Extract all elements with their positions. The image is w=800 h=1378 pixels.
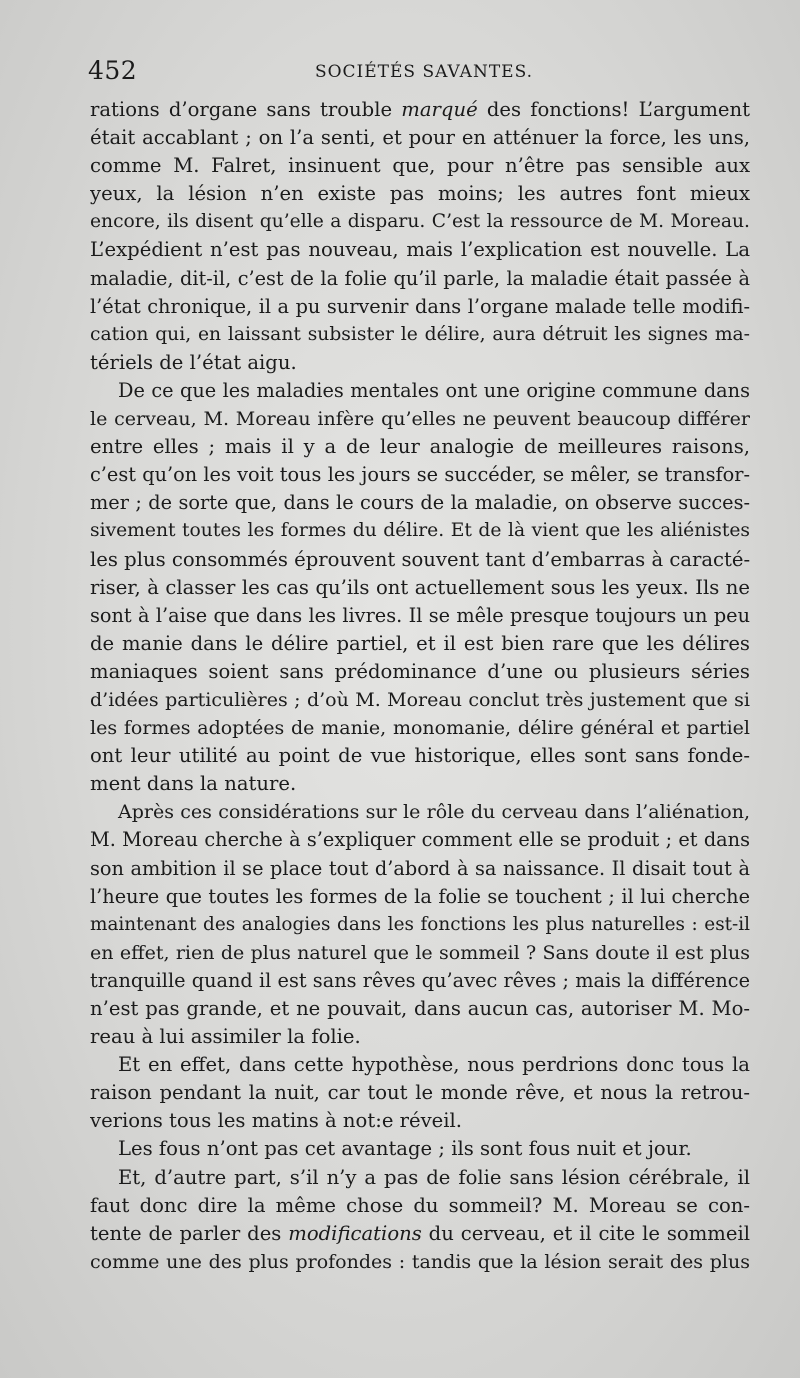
text-line: d’idées particulières ; d’où M. Moreau conclut très justement que si (90, 688, 750, 711)
text-line: mer ; de sorte que, dans le cours de la maladie, on observe succes- (90, 491, 750, 515)
text-line: raison pendant la nuit, car tout le monde rêve, et nous la retrou- (90, 1081, 750, 1105)
text-line: entre elles ; mais il y a de leur analogie de meilleures raisons, (90, 435, 750, 459)
text-line: était accablant ; on l’a senti, et pour en atténuer la force, les uns, (90, 126, 750, 150)
text-line: M. Moreau cherche à s’expliquer comment elle se produit ; et dans (90, 828, 750, 852)
text-line: riser, à classer les cas qu’ils ont actuellement sous les yeux. Ils ne (90, 575, 750, 599)
text-line: tente de parler des modifications du cerveau, et il cite le sommeil (90, 1221, 750, 1245)
text-line: De ce que les maladies mentales ont une origine commune dans (118, 378, 750, 402)
page-header (88, 56, 750, 90)
text-line: comme une des plus profondes : tandis que la lésion serait des plus (90, 1250, 750, 1273)
italic-word: marqué (401, 98, 478, 121)
text-line: yeux, la lésion n’en existe pas moins; les autres font mieux (90, 182, 750, 206)
page-number: 452 (88, 56, 138, 85)
text-line: reau à lui assimiler la folie. (90, 1025, 361, 1049)
text-line: tranquille quand il est sans rêves qu’avec rêves ; mais la différence (90, 968, 750, 992)
text-line: tériels de l’état aigu. (90, 350, 297, 374)
text-line: les plus consommés éprouvent souvent tant d’embarras à caracté- (90, 547, 750, 571)
text-line: en effet, rien de plus naturel que le sommeil ? Sans doute il est plus (90, 941, 750, 964)
text-line: L’expédient n’est pas nouveau, mais l’explication est nouvelle. La (90, 238, 750, 262)
text-line: les formes adoptées de manie, monomanie, délire général et partiel (90, 717, 750, 740)
text-line: maladie, dit-il, c’est de la folie qu’il parle, la maladie était passée à (90, 266, 750, 290)
text-line: ment dans la nature. (90, 772, 297, 796)
text-line: Et en effet, dans cette hypothèse, nous perdrions donc tous la (118, 1053, 750, 1077)
text-line: comme M. Falret, insinuent que, pour n’être pas sensible aux (90, 154, 750, 178)
text-line: de manie dans le délire partiel, et il est bien rare que les délires (90, 631, 750, 655)
text-line: sont à l’aise que dans les livres. Il se mêle presque toujours un peu (90, 603, 750, 627)
text-line: cation qui, en laissant subsister le délire, aura détruit les signes ma- (90, 323, 750, 345)
text-line: verions tous les matins à not:e réveil. (90, 1109, 463, 1133)
text-line: maintenant des analogies dans les fonctions les plus naturelles : est-il (90, 913, 750, 935)
text-line: encore, ils disent qu’elle a disparu. C’est la ressource de M. Moreau. (90, 211, 750, 233)
text-line: maniaques soient sans prédominance d’une ou plusieurs séries (90, 659, 750, 683)
text-line: sivement toutes les formes du délire. Et de là vient que les aliénistes (90, 520, 750, 542)
running-title: SOCIÉTÉS SAVANTES. (314, 62, 534, 82)
text-line: faut donc dire la même chose du sommeil? M. Moreau se con- (90, 1193, 750, 1217)
body-text (90, 96, 750, 1276)
text-line: Après ces considérations sur le rôle du cerveau dans l’aliénation, (118, 801, 750, 824)
text-line: l’heure que toutes les formes de la folie se touchent ; il lui cherche (90, 884, 750, 908)
text-line: rations d’organe sans trouble marqué des fonctions! L’argument (90, 98, 750, 121)
text-line: son ambition il se place tout d’abord à sa naissance. Il disait tout à (90, 856, 750, 880)
text-line: l’état chronique, il a pu survenir dans l’organe malade telle modifi- (90, 294, 750, 318)
text-line: ont leur utilité au point de vue historique, elles sont sans fonde- (90, 744, 750, 768)
text-line: le cerveau, M. Moreau infère qu’elles ne peuvent beaucoup différer (90, 408, 750, 431)
text-line: c’est qu’on les voit tous les jours se succéder, se mêler, se transfor- (90, 463, 750, 487)
text-line: n’est pas grande, et ne pouvait, dans aucun cas, autoriser M. Mo- (90, 997, 750, 1020)
text-line: Les fous n’ont pas cet avantage ; ils sont fous nuit et jour. (118, 1137, 692, 1161)
text-line: Et, d’autre part, s’il n’y a pas de folie sans lésion cérébrale, il (118, 1165, 750, 1189)
italic-word: modifications (288, 1221, 422, 1245)
